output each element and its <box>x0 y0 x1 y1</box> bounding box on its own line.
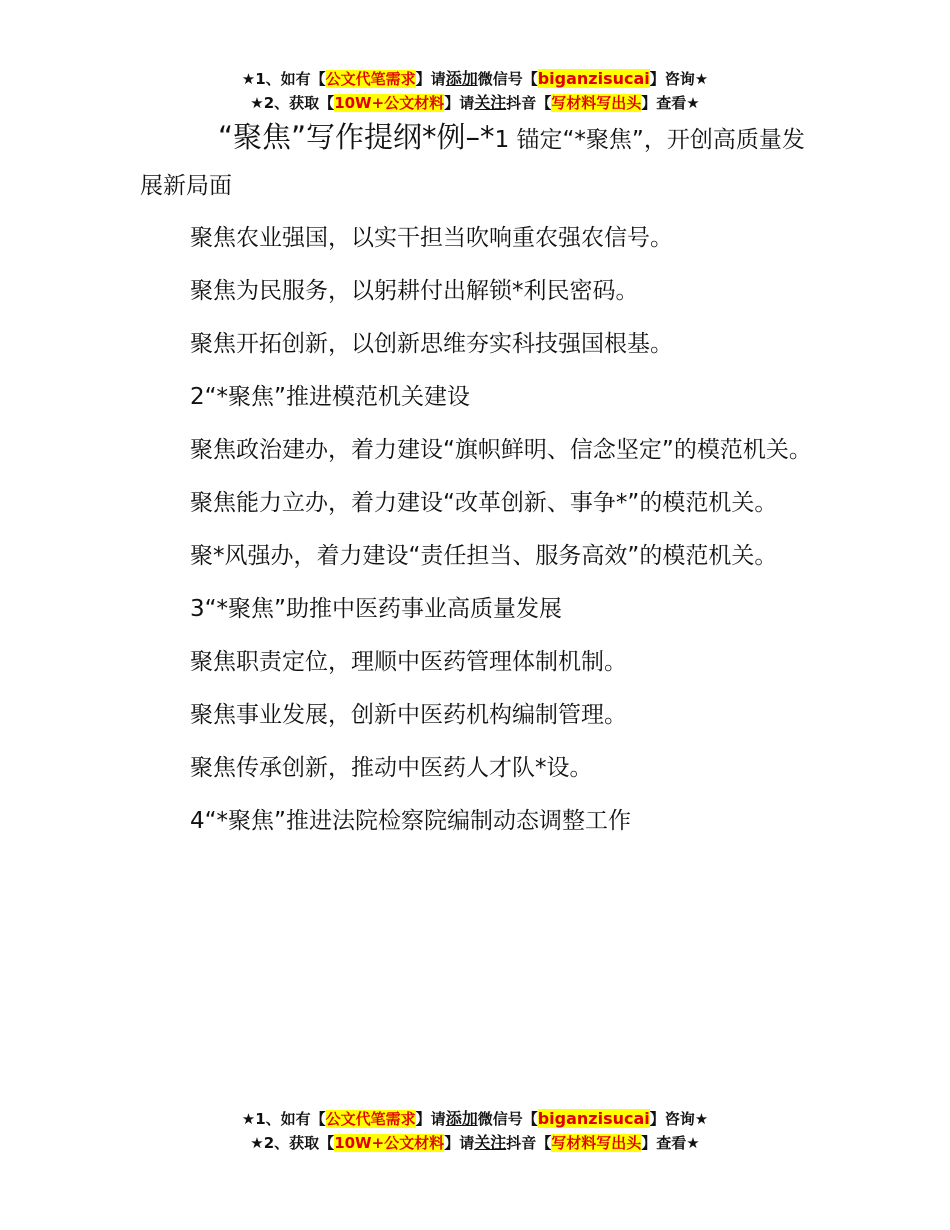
paragraph: 聚*风强办，着力建设“责任担当、服务高效”的模范机关。 <box>190 543 778 569</box>
service-highlight: 公文代笔需求 <box>325 1110 416 1128</box>
document-title: “聚焦”写作提纲*例–*1 锚定“*聚焦”，开创高质量发展新局面 <box>140 120 805 199</box>
paragraph: 聚焦农业强国，以实干担当吹响重农强农信号。 <box>190 225 673 251</box>
document-body <box>140 114 812 851</box>
promo-line-1: ★1、如有【公文代笔需求】请添加微信号【biganzisucai】咨询★ <box>241 69 709 88</box>
paragraph: 聚焦开拓创新，以创新思维夯实科技强国根基。 <box>190 331 673 357</box>
douyin-highlight: 写材料写出头 <box>551 94 642 112</box>
paragraph: 聚焦能力立办，着力建设“改革创新、事争*”的模范机关。 <box>190 490 778 516</box>
paragraph: 聚焦事业发展，创新中医药机构编制管理。 <box>190 702 627 728</box>
promo-line-2: ★2、获取【10W+公文材料】请关注抖音【写材料写出头】查看★ <box>250 93 700 112</box>
section-heading: 4“*聚焦”推进法院检察院编制动态调整工作 <box>190 808 631 834</box>
paragraph: 聚焦政治建办，着力建设“旗帜鲜明、信念坚定”的模范机关。 <box>190 437 812 463</box>
wechat-id-highlight: biganzisucai <box>537 1109 650 1128</box>
section-heading: 2“*聚焦”推进模范机关建设 <box>190 384 470 410</box>
materials-highlight: 10W+公文材料 <box>334 1134 445 1152</box>
paragraph: 聚焦为民服务，以躬耕付出解锁*利民密码。 <box>190 278 639 304</box>
wechat-id-highlight: biganzisucai <box>537 69 650 88</box>
douyin-highlight: 写材料写出头 <box>551 1134 642 1152</box>
paragraph: 聚焦职责定位，理顺中医药管理体制机制。 <box>190 649 627 675</box>
promo-line-1: ★1、如有【公文代笔需求】请添加微信号【biganzisucai】咨询★ <box>241 1109 709 1128</box>
section-heading: 3“*聚焦”助推中医药事业高质量发展 <box>190 596 562 622</box>
footer-promo-banner <box>0 1107 950 1155</box>
materials-highlight: 10W+公文材料 <box>334 94 445 112</box>
promo-line-2: ★2、获取【10W+公文材料】请关注抖音【写材料写出头】查看★ <box>250 1133 700 1152</box>
service-highlight: 公文代笔需求 <box>325 70 416 88</box>
header-promo-banner <box>0 67 950 115</box>
paragraph: 聚焦传承创新，推动中医药人才队*设。 <box>190 755 593 781</box>
